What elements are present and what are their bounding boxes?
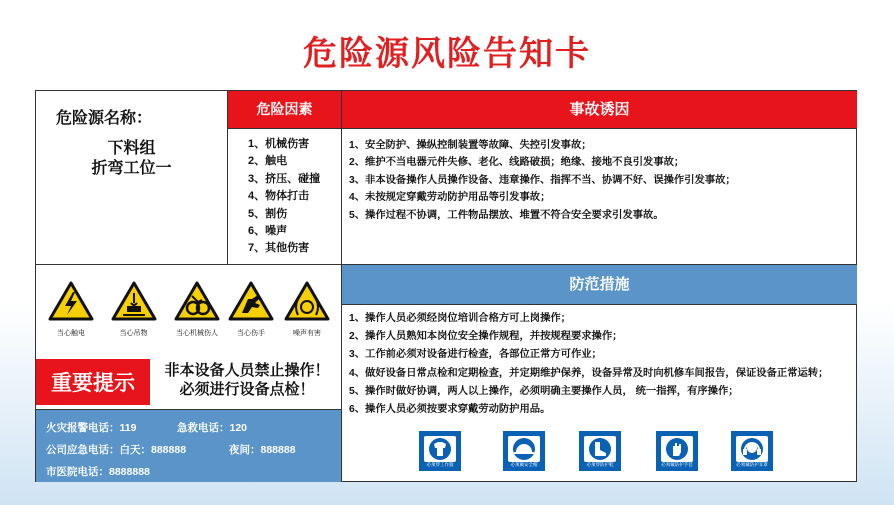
sign-caption: 当心吊物 <box>119 330 148 337</box>
safety-boots-icon <box>584 436 616 462</box>
important-notice-label: 重要提示 <box>36 359 150 405</box>
ppe-sign-helmet <box>503 431 545 471</box>
hazard-name-section <box>36 91 227 264</box>
causes-list <box>349 137 854 224</box>
company-night-phone: 夜间：888888 <box>229 444 296 456</box>
work-clothes-icon <box>424 436 456 462</box>
page-title: 危险源风险告知卡 <box>303 35 591 73</box>
measures-header: 防范措施 <box>342 265 857 304</box>
factor-item: 1、机械伤害 <box>248 138 310 150</box>
factors-list <box>248 136 338 258</box>
protective-gloves-icon <box>661 436 693 462</box>
ppe-sign-ear-protection <box>731 431 773 471</box>
cause-item: 2、维护不当电器元件失修、老化、线路破损；绝缘、接地不良引发事故； <box>349 157 685 169</box>
sign-caption: 当心伤手 <box>237 330 265 337</box>
machinery-injury-warning-icon <box>174 281 220 321</box>
electric-shock-warning-icon <box>48 281 94 321</box>
ppe-sign-gloves <box>656 431 698 471</box>
fire-phone: 火灾报警电话：119 <box>46 422 137 434</box>
measure-item: 5、操作时做好协调，两人以上操作，必须明确主要操作人员， 统一指挥，有序操作； <box>349 385 739 397</box>
hazard-name-line2: 折弯工位一 <box>91 160 172 177</box>
cause-item: 1、安全防护、操纵控制装置等故障、失控引发事故； <box>349 140 592 151</box>
hospital-phone: 市医院电话：8888888 <box>46 466 150 478</box>
measure-item: 4、做好设备日常点检和定期检查，并定期维护保养，设备异常及时向机修车间报告，保证设备正常运转； <box>349 367 829 379</box>
risk-card <box>35 90 857 482</box>
ppe-caption: 必须戴防护手套 <box>661 462 693 467</box>
cause-item: 4、未按规定穿戴劳动防护用品等引发事故； <box>349 192 551 204</box>
sign-machinery <box>162 281 232 338</box>
emergency-contacts <box>36 410 341 482</box>
safety-helmet-icon <box>508 436 540 462</box>
ppe-caption: 必须穿工作服 <box>426 462 454 467</box>
hazard-name-line1: 下料组 <box>107 140 156 157</box>
factor-item: 3、挤压、碰撞 <box>248 172 321 185</box>
ppe-caption: 必须穿防护鞋 <box>586 462 614 467</box>
notice-line1: 非本设备人员禁止操作！ <box>164 362 330 379</box>
factor-item: 7、其他伤害 <box>248 242 310 255</box>
sign-falling-load <box>106 281 161 338</box>
factor-item: 4、物体打击 <box>248 190 310 203</box>
factor-item: 2、触电 <box>248 155 288 168</box>
measure-item: 6、操作人员必须按要求穿戴劳动防护用品。 <box>349 404 551 416</box>
measures-list <box>349 310 854 419</box>
causes-header: 事故诱因 <box>342 91 857 128</box>
factors-header: 危险因素 <box>228 91 341 128</box>
cause-item: 3、非本设备操作人员操作设备、违章操作、指挥不当、协调不好、误操作引发事故； <box>349 174 736 186</box>
important-notice-text <box>154 361 340 399</box>
ear-protection-icon <box>736 436 768 462</box>
factor-item: 6、噪声 <box>248 225 288 238</box>
emergency-phone: 急救电话：120 <box>177 422 248 434</box>
sign-hand-injury <box>226 281 276 338</box>
ppe-caption: 必须戴防护耳罩 <box>736 462 768 467</box>
measure-item: 1、操作人员必须经岗位培训合格方可上岗操作； <box>349 313 571 324</box>
cause-item: 5、操作过程不协调，工件物品摆放、堆置不符合安全要求引发事故。 <box>349 209 664 221</box>
sign-caption: 当心机械伤人 <box>176 330 218 337</box>
sign-electric <box>46 281 96 338</box>
hazard-name-label: 危险源名称： <box>56 110 153 127</box>
ppe-sign-work-clothes <box>419 431 461 471</box>
measure-item: 2、操作人员熟知本岗位安全操作规程，并按规程要求操作； <box>349 331 623 343</box>
sign-caption: 当心触电 <box>57 330 85 337</box>
noise-hazard-warning-icon <box>284 281 330 321</box>
factor-item: 5、割伤 <box>248 207 288 220</box>
company-day-phone: 公司应急电话：白天：888888 <box>46 444 187 456</box>
ppe-sign-boots <box>579 431 621 471</box>
warning-signs <box>36 265 341 355</box>
sign-caption: 噪声有害 <box>293 330 321 337</box>
measure-item: 3、工作前必须对设备进行检查，各部位正常方可作业； <box>349 349 602 361</box>
ppe-caption: 必须戴安全帽 <box>510 462 538 467</box>
falling-load-warning-icon <box>111 281 157 321</box>
notice-line2: 必须进行设备点检！ <box>179 381 315 398</box>
hand-injury-warning-icon <box>228 281 274 321</box>
sign-noise <box>282 281 332 338</box>
hazard-name-value <box>36 139 227 179</box>
